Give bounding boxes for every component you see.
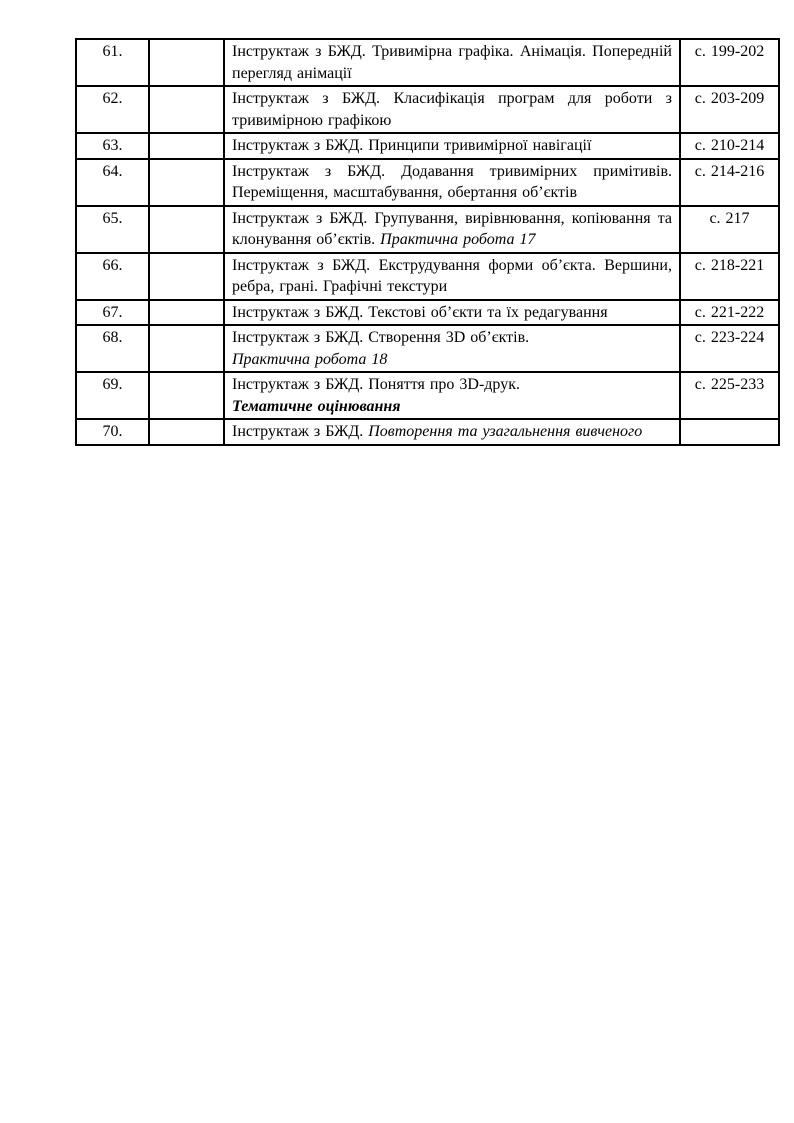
topic-cell: [224, 159, 680, 206]
pages-cell: с. 199-202: [680, 39, 779, 86]
topic-cell: [224, 86, 680, 133]
pages-cell: с. 214-216: [680, 159, 779, 206]
topic-cell: [224, 133, 680, 159]
topic-paragraph: [232, 302, 672, 324]
topic-cell: [224, 206, 680, 253]
date-cell-empty: [149, 325, 224, 372]
topic-text-emphasis: Практична робота 18: [232, 350, 388, 368]
topic-paragraph: [232, 421, 672, 443]
lesson-number-cell: 70.: [76, 419, 149, 445]
topic-text: Інструктаж з БЖД. Текстові об’єкти та їх редагування: [232, 303, 608, 321]
table-row: [76, 133, 779, 159]
table-row: [76, 253, 779, 300]
date-cell-empty: [149, 133, 224, 159]
pages-cell: [680, 419, 779, 445]
topic-paragraph: [232, 208, 672, 251]
pages-cell: с. 221-222: [680, 300, 779, 326]
topic-text: Інструктаж з БЖД. Поняття про 3D-друк.: [232, 376, 520, 393]
lesson-number-cell: 66.: [76, 253, 149, 300]
pages-cell: с. 218-221: [680, 253, 779, 300]
lesson-schedule-table: [75, 38, 780, 446]
topic-text: Інструктаж з БЖД. Групування, вирівнювання, копіювання та клонування об’єктів.: [232, 209, 672, 248]
date-cell-empty: [149, 159, 224, 206]
topic-text-emphasis: Практична робота 17: [380, 231, 536, 248]
date-cell-empty: [149, 300, 224, 326]
topic-cell: [224, 253, 680, 300]
date-cell-empty: [149, 253, 224, 300]
topic-paragraph: [232, 41, 672, 84]
pages-cell: с. 210-214: [680, 133, 779, 159]
date-cell-empty: [149, 39, 224, 86]
topic-text: Інструктаж з БЖД.: [232, 423, 369, 440]
table-row: [76, 86, 779, 133]
topic-paragraph: [232, 135, 672, 157]
lesson-number-cell: 63.: [76, 133, 149, 159]
lesson-number-cell: 61.: [76, 39, 149, 86]
topic-text: Інструктаж з БЖД. Додавання тривимірних примітивів. Переміщення, масштабування, обертання об’єктів: [232, 162, 672, 201]
topic-text: Інструктаж з БЖД. Створення 3D об’єктів.: [232, 329, 530, 346]
lesson-number-cell: 64.: [76, 159, 149, 206]
pages-cell: с. 217: [680, 206, 779, 253]
topic-paragraph: [232, 255, 672, 298]
table-row: [76, 419, 779, 445]
lesson-number-cell: 65.: [76, 206, 149, 253]
table-body: [76, 39, 779, 445]
topic-paragraph: [232, 396, 672, 418]
topic-text: Інструктаж з БЖД. Принципи тривимірної навігації: [232, 137, 592, 154]
topic-cell: [224, 300, 680, 326]
date-cell-empty: [149, 206, 224, 253]
table-row: [76, 159, 779, 206]
lesson-number-cell: 62.: [76, 86, 149, 133]
topic-paragraph: [232, 327, 672, 349]
topic-cell: [224, 372, 680, 419]
topic-paragraph: [232, 349, 672, 371]
topic-cell: [224, 325, 680, 372]
topic-paragraph: [232, 88, 672, 131]
table-row: [76, 372, 779, 419]
date-cell-empty: [149, 372, 224, 419]
lesson-number-cell: 67.: [76, 300, 149, 326]
topic-text-emphasis: Тематичне оцінювання: [232, 397, 401, 415]
topic-cell: [224, 39, 680, 86]
topic-text: Інструктаж з БЖД. Тривимірна графіка. Анімація. Попередній перегляд анімації: [232, 43, 672, 82]
topic-text: Інструктаж з БЖД. Класифікація програм для роботи з тривимірною графікою: [232, 90, 672, 129]
topic-paragraph: [232, 374, 672, 396]
topic-paragraph: [232, 161, 672, 204]
topic-text-emphasis: Повторення та узагальнення вивченого: [368, 423, 643, 440]
pages-cell: с. 223-224: [680, 325, 779, 372]
table-row: [76, 325, 779, 372]
lesson-number-cell: 69.: [76, 372, 149, 419]
lesson-number-cell: 68.: [76, 325, 149, 372]
topic-cell: [224, 419, 680, 445]
date-cell-empty: [149, 419, 224, 445]
topic-text: Інструктаж з БЖД. Екструдування форми об’єкта. Вершини, ребра, грані. Графічні текстури: [232, 256, 672, 295]
table-row: [76, 300, 779, 326]
table-row: [76, 39, 779, 86]
table-row: [76, 206, 779, 253]
pages-cell: с. 225-233: [680, 372, 779, 419]
date-cell-empty: [149, 86, 224, 133]
pages-cell: с. 203-209: [680, 86, 779, 133]
